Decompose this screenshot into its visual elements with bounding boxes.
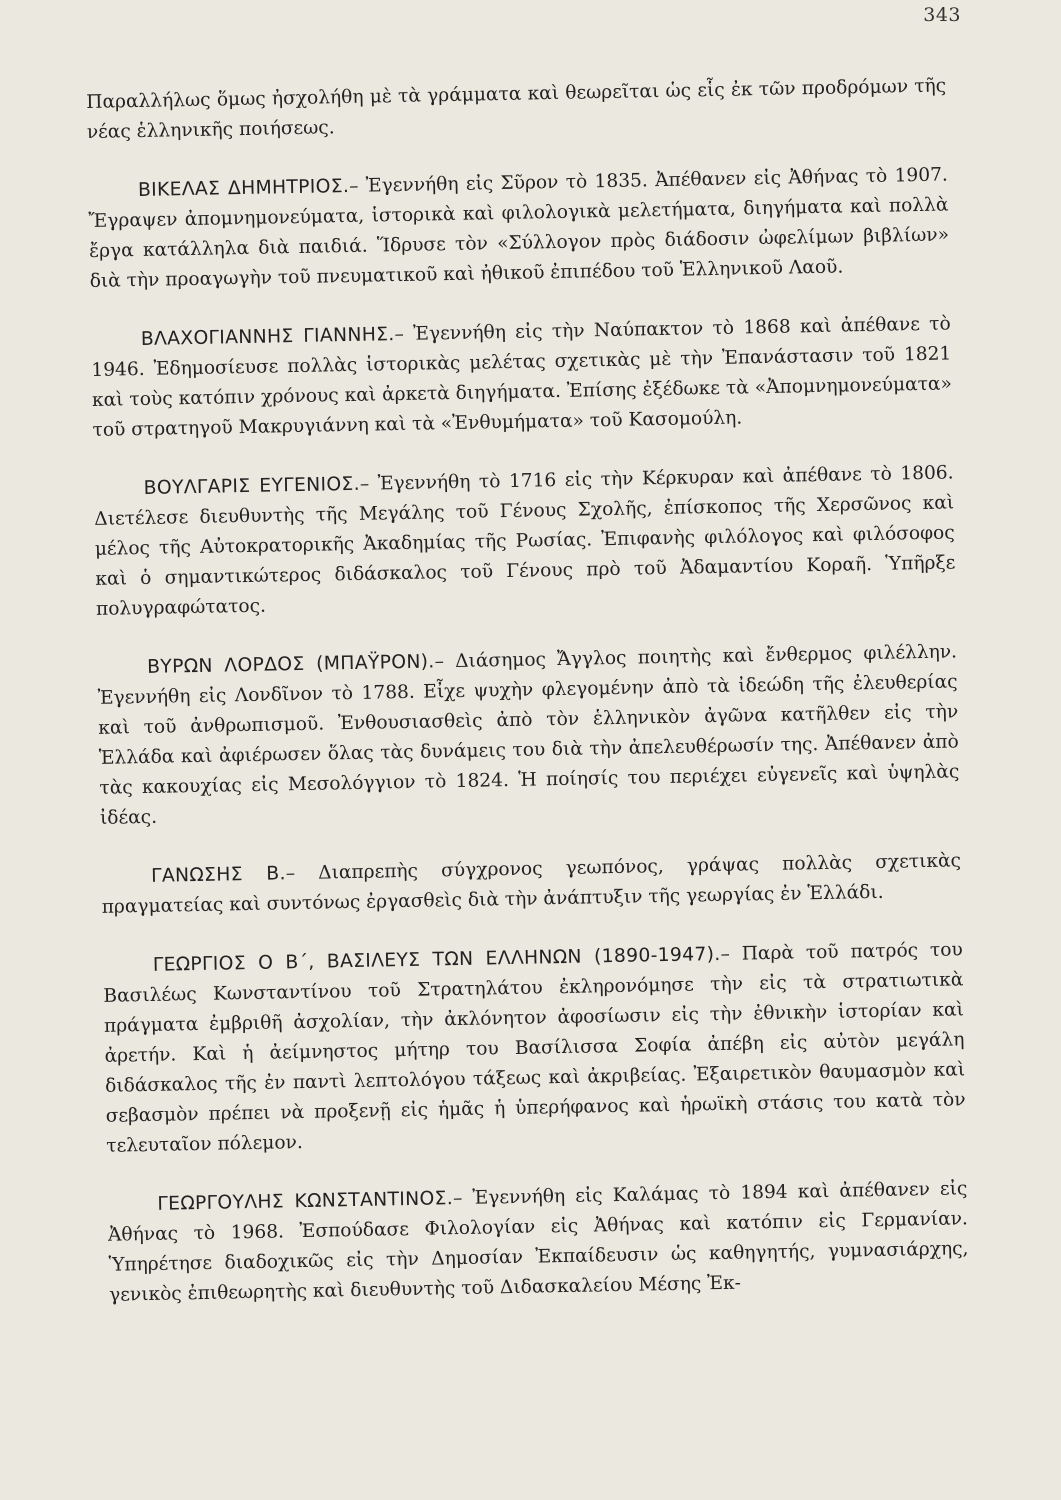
entry-text: – Διάσημος Ἄγγλος ποιητὴς καὶ ἔνθερμος φιλέλλην. Ἐγεννήθη εἰς Λονδῖνον τὸ 1788. Εἶχε ψυχὴν φλεγομένην ἀπὸ τὰ ἰδεώδη τῆς ἐλευθερίας καὶ τοῦ ἀνθρωπισμοῦ. Ἐνθουσιασθεὶς ἀπὸ τὸν ἑλληνικὸν ἀγῶνα κατῆλθεν εἰς τὴν Ἑλλάδα καὶ ἀφιέρωσεν ὅλας τὰς δυνάμεις του διὰ τὴν ἀπελευθέρωσίν της. Ἀπέθανεν ἀπὸ τὰς κακουχίας εἰς Μεσολόγγιον τὸ 1824. Ἡ ποίησίς του περιέχει εὐγενεῖς καὶ ὑψηλὰς ἰδέας. — [97, 641, 960, 829]
entry-paragraph — [91, 309, 953, 445]
entry-name: ΓΕΩΡΓΙΟΣ Ο Β΄, ΒΑΣΙΛΕΥΣ ΤΩΝ ΕΛΛΗΝΩΝ (1890-1947). — [152, 943, 721, 976]
entry-ganosis — [101, 846, 962, 922]
entry-georgios-b — [103, 935, 967, 1161]
entry-voulgaris — [93, 458, 956, 624]
entry-text: – Παρὰ τοῦ πατρός του Βασιλέως Κωνσταντίνου τοῦ Στρατηλάτου ἐκληρονόμησε τὴν εἰς τὰ στρατιωτικὰ πράγματα ἐμβριθῆ ἀσχολίαν, τὴν ἀκλόνητον ἀφοσίωσιν εἰς τὴν ἐθνικὴν ἱστορίαν καὶ ἀρετήν. Καὶ ἡ ἀείμνηστος μήτηρ του Βασίλισσα Σοφία ἀπέβη εἰς αὐτὸν μεγάλη διδάσκαλος τῆς ἐν παντὶ λεπτολόγου τάξεως καὶ ἀκριβείας. Ἐξαιρετικὸν θαυμασμὸν καὶ σεβασμὸν πρέπει νὰ προξενῇ εἰς ἡμᾶς ἡ ὑπερήφανος καὶ ἡρωϊκὴ στάσις του κατὰ τὸν τελευταῖον πόλεμον. — [103, 939, 966, 1157]
intro-text: Παραλλήλως ὅμως ἠσχολήθη μὲ τὰ γράμματα καὶ θεωρεῖται ὡς εἷς ἐκ τῶν προδρόμων τῆς νέας ἑλληνικῆς ποιήσεως. — [86, 75, 947, 143]
entry-paragraph — [103, 935, 967, 1161]
intro-paragraph — [86, 71, 947, 147]
entry-paragraph — [97, 637, 960, 833]
page-number: 343 — [923, 4, 961, 26]
entry-name: ΒΥΡΩΝ ΛΟΡΔΟΣ (ΜΠΑΫΡΟΝ). — [146, 651, 435, 678]
entry-name: ΒΛΑΧΟΓΙΑΝΝΗΣ ΓΙΑΝΝΗΣ. — [140, 324, 395, 350]
entry-name: ΓΑΝΩΣΗΣ Β. — [150, 863, 286, 887]
page-content — [86, 71, 970, 1339]
entry-paragraph — [88, 160, 950, 296]
entry-paragraph — [101, 846, 962, 922]
entry-text: – Ἐγεννήθη τὸ 1716 εἰς τὴν Κέρκυραν καὶ ἀπέθανε τὸ 1806. Διετέλεσε διευθυντὴς τῆς Μεγάλης τοῦ Γένους Σχολῆς, ἐπίσκοπος τῆς Χερσῶνος καὶ μέλος τῆς Αὐτοκρατορικῆς Ἀκαδημίας τῆς Ρωσίας. Ἐπιφανὴς φιλόλογος καὶ φιλόσοφος καὶ ὁ σημαντικώτερος διδάσκαλος τοῦ Γένους πρὸ τοῦ Ἀδαμαντίου Κοραῆ. Ὑπῆρξε πολυγραφώτατος. — [94, 462, 956, 620]
entry-name: ΒΙΚΕΛΑΣ ΔΗΜΗΤΡΙΟΣ. — [137, 175, 350, 202]
entry-vikelas — [88, 160, 950, 296]
entry-byron — [97, 637, 960, 833]
entry-name: ΓΕΩΡΓΟΥΛΗΣ ΚΩΝΣΤΑΝΤΙΝΟΣ. — [157, 1188, 454, 1215]
entry-paragraph — [107, 1174, 969, 1310]
entry-name: ΒΟΥΛΓΑΡΙΣ ΕΥΓΕΝΙΟΣ. — [143, 473, 361, 499]
entry-text: – Ἐγεννήθη εἰς τὴν Ναύπακτον τὸ 1868 καὶ ἀπέθανε τὸ 1946. Ἐδημοσίευσε πολλὰς ἱστορικὰς μελέτας σχετικὰς μὲ τὴν Ἐπανάστασιν τοῦ 1821 καὶ τοὺς κατόπιν χρόνους καὶ ἀρκετὰ διηγήματα. Ἐπίσης ἐξέδωκε τὰ «Ἀπομνημονεύματα» τοῦ στρατηγοῦ Μακρυγιάννη καὶ τὰ «Ἐνθυμήματα» τοῦ Κασομούλη. — [91, 313, 953, 441]
entry-paragraph — [93, 458, 956, 624]
entry-text: – Διαπρεπὴς σύγχρονος γεωπόνος, γράψας πολλὰς σχετικὰς πραγματείας καὶ συντόνως ἐργασθεὶς διὰ τὴν ἀνάπτυξιν τῆς γεωργίας ἐν Ἑλλάδι. — [101, 850, 962, 918]
entry-georgoulis — [107, 1174, 969, 1310]
entry-text: – Ἐγεννήθη εἰς Καλάμας τὸ 1894 καὶ ἀπέθανεν εἰς Ἀθήνας τὸ 1968. Ἐσπούδασε Φιλολογίαν εἰς Ἀθήνας καὶ κατόπιν εἰς Γερμανίαν. Ὑπηρέτησε διαδοχικῶς εἰς τὴν Δημοσίαν Ἐκπαίδευσιν ὡς καθηγητής, γυμνασιάρχης, γενικὸς ἐπιθεωρητὴς καὶ διευθυντὴς τοῦ Διδασκαλείου Μέσης Ἐκ- — [107, 1178, 969, 1306]
entry-vlachogiannis — [91, 309, 953, 445]
entry-text: – Ἐγεννήθη εἰς Σῦρον τὸ 1835. Ἀπέθανεν εἰς Ἀθήνας τὸ 1907. Ἔγραψεν ἀπομνημονεύματα, ἱστορικὰ καὶ φιλολογικὰ μελετήματα, διηγήματα καὶ πολλὰ ἔργα κατάλληλα διὰ παιδιά. Ἵδρυσε τὸν «Σύλλογον πρὸς διάδοσιν ὠφελίμων βιβλίων» διὰ τὴν προαγωγὴν τοῦ πνευματικοῦ καὶ ἠθικοῦ ἐπιπέδου τοῦ Ἑλληνικοῦ Λαοῦ. — [88, 164, 950, 292]
